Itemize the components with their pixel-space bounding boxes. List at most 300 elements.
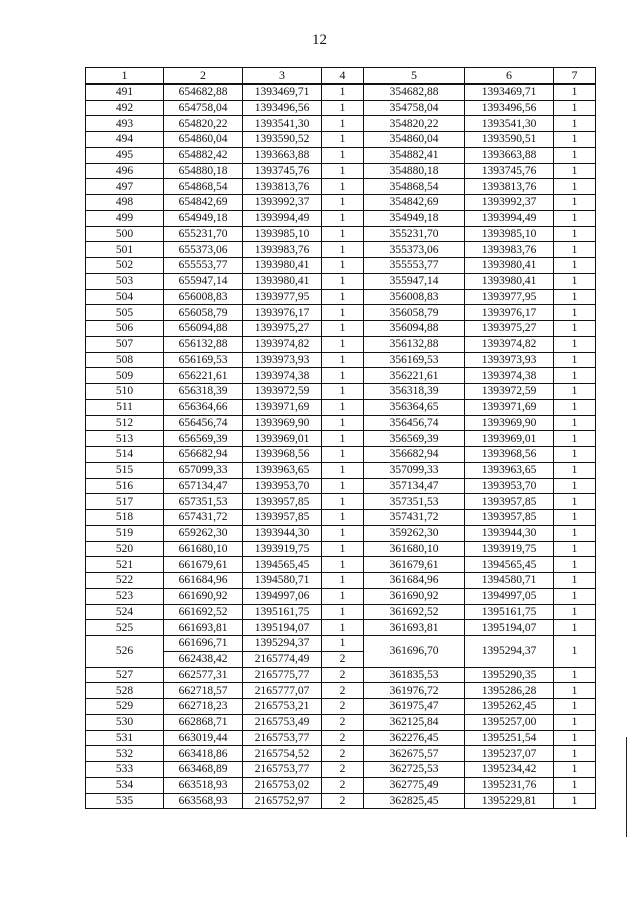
- table-cell: 526: [86, 636, 164, 668]
- table-cell: 530: [86, 714, 164, 730]
- table-row: [86, 226, 596, 242]
- table-cell: 2: [322, 777, 364, 793]
- column-header: 6: [465, 68, 554, 84]
- table-cell: 1393953,70: [243, 478, 322, 494]
- table-cell: 1395294,37: [465, 636, 554, 668]
- table-cell: 520: [86, 541, 164, 557]
- table-cell: 1393541,30: [465, 116, 554, 132]
- table-row: [86, 399, 596, 415]
- table-cell: 657431,72: [164, 510, 243, 526]
- table-cell: 1: [322, 226, 364, 242]
- table-row: [86, 163, 596, 179]
- table-cell: 1: [322, 258, 364, 274]
- table-cell: 1: [554, 273, 596, 289]
- table-cell: 1395229,81: [465, 793, 554, 809]
- page-number: 12: [312, 32, 327, 48]
- table-cell: 1: [322, 273, 364, 289]
- table-cell: 523: [86, 588, 164, 604]
- table-cell: 356221,61: [364, 368, 465, 384]
- table-cell: 495: [86, 147, 164, 163]
- table-cell: 1393496,56: [465, 100, 554, 116]
- table-cell: 1393957,85: [465, 494, 554, 510]
- table-cell: 1393957,85: [243, 494, 322, 510]
- table-cell: 1: [322, 573, 364, 589]
- table-cell: 1: [554, 336, 596, 352]
- table-cell: 1395290,35: [465, 667, 554, 683]
- table-cell: 1393496,56: [243, 100, 322, 116]
- table-cell: 505: [86, 305, 164, 321]
- table-row: [86, 195, 596, 211]
- table-cell: 356318,39: [364, 384, 465, 400]
- table-row: [86, 494, 596, 510]
- table-cell: 362825,45: [364, 793, 465, 809]
- column-header: 1: [86, 68, 164, 84]
- table-cell: 657134,47: [164, 478, 243, 494]
- table-cell: 357351,53: [364, 494, 465, 510]
- column-header: 4: [322, 68, 364, 84]
- table-cell: 1: [322, 321, 364, 337]
- table-cell: 1: [554, 462, 596, 478]
- table-cell: 1393590,51: [465, 132, 554, 148]
- table-cell: 657099,33: [164, 462, 243, 478]
- table-cell: 1: [554, 730, 596, 746]
- table-cell: 361692,52: [364, 604, 465, 620]
- table-cell: 654882,42: [164, 147, 243, 163]
- table-cell: 359262,30: [364, 525, 465, 541]
- table-cell: 1393813,76: [465, 179, 554, 195]
- table-row: [86, 132, 596, 148]
- table-cell: 1: [322, 557, 364, 573]
- table-cell: 1: [554, 620, 596, 636]
- table-cell: 508: [86, 352, 164, 368]
- table-cell: 356058,79: [364, 305, 465, 321]
- table-cell: 361696,70: [364, 636, 465, 668]
- table-cell: 354880,18: [364, 163, 465, 179]
- column-header: 2: [164, 68, 243, 84]
- table-cell: 1: [554, 557, 596, 573]
- table-cell: 1395237,07: [465, 746, 554, 762]
- table-cell: 2: [322, 683, 364, 699]
- table-cell: 354949,18: [364, 210, 465, 226]
- table-cell: 355947,14: [364, 273, 465, 289]
- table-cell: 1395286,28: [465, 683, 554, 699]
- table-cell: 2165775,77: [243, 667, 322, 683]
- table-row: [86, 636, 596, 652]
- table-cell: 1393977,95: [243, 289, 322, 305]
- table-row: [86, 746, 596, 762]
- column-header: 7: [554, 68, 596, 84]
- table-row: [86, 557, 596, 573]
- table-cell: 525: [86, 620, 164, 636]
- table-cell: 1393541,30: [243, 116, 322, 132]
- table-cell: 1393969,90: [243, 415, 322, 431]
- table-cell: 356569,39: [364, 431, 465, 447]
- table-cell: 493: [86, 116, 164, 132]
- table-cell: 662868,71: [164, 714, 243, 730]
- table-cell: 517: [86, 494, 164, 510]
- table-cell: 361680,10: [364, 541, 465, 557]
- table-cell: 1: [554, 588, 596, 604]
- table-cell: 357099,33: [364, 462, 465, 478]
- table-cell: 496: [86, 163, 164, 179]
- table-cell: 655947,14: [164, 273, 243, 289]
- table-cell: 356094,88: [364, 321, 465, 337]
- table-cell: 1: [554, 195, 596, 211]
- table-cell: 1: [322, 620, 364, 636]
- table-cell: 1393983,76: [243, 242, 322, 258]
- table-cell: 656364,66: [164, 399, 243, 415]
- table-cell: 518: [86, 510, 164, 526]
- table-cell: 362725,53: [364, 762, 465, 778]
- table-cell: 1: [554, 147, 596, 163]
- table-cell: 1393969,90: [465, 415, 554, 431]
- table-cell: 1: [554, 699, 596, 715]
- table-cell: 1393957,85: [243, 510, 322, 526]
- table-cell: 514: [86, 447, 164, 463]
- table-cell: 1393963,65: [243, 462, 322, 478]
- table-cell: 1393663,88: [465, 147, 554, 163]
- table-cell: 656132,88: [164, 336, 243, 352]
- table-row: [86, 336, 596, 352]
- table-cell: 1394997,06: [243, 588, 322, 604]
- table-row: [86, 525, 596, 541]
- table-cell: 356132,88: [364, 336, 465, 352]
- table-cell: 2165754,52: [243, 746, 322, 762]
- table-cell: 1: [322, 195, 364, 211]
- table-cell: 1393919,75: [465, 541, 554, 557]
- table-cell: 1393975,27: [243, 321, 322, 337]
- table-cell: 519: [86, 525, 164, 541]
- table-cell: 1393975,27: [465, 321, 554, 337]
- table-cell: 1393994,49: [243, 210, 322, 226]
- table-cell: 1395262,45: [465, 699, 554, 715]
- table-cell: 656221,61: [164, 368, 243, 384]
- table-cell: 515: [86, 462, 164, 478]
- column-header: 3: [243, 68, 322, 84]
- table-cell: 1: [554, 384, 596, 400]
- table-cell: 1393974,82: [465, 336, 554, 352]
- table-cell: 655231,70: [164, 226, 243, 242]
- table-cell: 1393745,76: [243, 163, 322, 179]
- table-cell: 1395251,54: [465, 730, 554, 746]
- table-cell: 501: [86, 242, 164, 258]
- table-cell: 1: [322, 289, 364, 305]
- table-cell: 1: [554, 431, 596, 447]
- table-cell: 2: [322, 730, 364, 746]
- table-cell: 1: [554, 494, 596, 510]
- table-header: [86, 68, 596, 84]
- table-row: [86, 305, 596, 321]
- table-cell: 1393969,01: [465, 431, 554, 447]
- table-row: [86, 116, 596, 132]
- table-cell: 1393980,41: [465, 273, 554, 289]
- table-cell: 356364,65: [364, 399, 465, 415]
- table-cell: 1395194,07: [465, 620, 554, 636]
- table-cell: 1: [322, 384, 364, 400]
- table-cell: 1: [322, 399, 364, 415]
- table-cell: 662577,31: [164, 667, 243, 683]
- table-cell: 661679,61: [164, 557, 243, 573]
- table-row: [86, 793, 596, 809]
- table-cell: 656456,74: [164, 415, 243, 431]
- table-cell: 661684,96: [164, 573, 243, 589]
- table-cell: 354860,04: [364, 132, 465, 148]
- table-cell: 661693,81: [164, 620, 243, 636]
- table-cell: 1: [554, 352, 596, 368]
- table-cell: 1393976,17: [243, 305, 322, 321]
- table-row: [86, 273, 596, 289]
- table-cell: 532: [86, 746, 164, 762]
- table-cell: 2165753,77: [243, 730, 322, 746]
- table-cell: 1393980,41: [243, 273, 322, 289]
- table-cell: 654842,69: [164, 195, 243, 211]
- table-cell: 362125,84: [364, 714, 465, 730]
- table-cell: 1393919,75: [243, 541, 322, 557]
- table-cell: 654820,22: [164, 116, 243, 132]
- table-row: [86, 368, 596, 384]
- table-cell: 1: [322, 352, 364, 368]
- table-cell: 1: [554, 541, 596, 557]
- table-cell: 1395161,75: [465, 604, 554, 620]
- table-cell: 357431,72: [364, 510, 465, 526]
- table-cell: 1393953,70: [465, 478, 554, 494]
- table-row: [86, 100, 596, 116]
- table-cell: 356169,53: [364, 352, 465, 368]
- table-cell: 512: [86, 415, 164, 431]
- table-cell: 1: [322, 431, 364, 447]
- table-cell: 504: [86, 289, 164, 305]
- table-row: [86, 147, 596, 163]
- table-cell: 1393974,38: [465, 368, 554, 384]
- table-cell: 1394565,45: [243, 557, 322, 573]
- table-cell: 1: [322, 494, 364, 510]
- table-cell: 1: [322, 510, 364, 526]
- table-cell: 535: [86, 793, 164, 809]
- table-cell: 354842,69: [364, 195, 465, 211]
- table-cell: 2165753,77: [243, 762, 322, 778]
- table-cell: 361679,61: [364, 557, 465, 573]
- table-cell: 1: [322, 84, 364, 100]
- table-cell: 356456,74: [364, 415, 465, 431]
- table-cell: 654758,04: [164, 100, 243, 116]
- table-cell: 2165753,49: [243, 714, 322, 730]
- table-cell: 1: [554, 226, 596, 242]
- table-cell: 1395257,00: [465, 714, 554, 730]
- table-row: [86, 588, 596, 604]
- table-cell: 1: [554, 510, 596, 526]
- table-cell: 656318,39: [164, 384, 243, 400]
- table-cell: 1394997,05: [465, 588, 554, 604]
- table-cell: 524: [86, 604, 164, 620]
- table-cell: 355553,77: [364, 258, 465, 274]
- table-row: [86, 730, 596, 746]
- table-row: [86, 352, 596, 368]
- table-cell: 1393957,85: [465, 510, 554, 526]
- table-cell: 1393944,30: [465, 525, 554, 541]
- table-cell: 2: [322, 651, 364, 667]
- table-cell: 511: [86, 399, 164, 415]
- table-cell: 1393974,82: [243, 336, 322, 352]
- table-cell: 354758,04: [364, 100, 465, 116]
- table-cell: 1393469,71: [243, 84, 322, 100]
- table-cell: 1: [554, 399, 596, 415]
- table-cell: 1393813,76: [243, 179, 322, 195]
- table-cell: 1393745,76: [465, 163, 554, 179]
- table-row: [86, 289, 596, 305]
- table-cell: 1395234,42: [465, 762, 554, 778]
- table-cell: 516: [86, 478, 164, 494]
- table-cell: 529: [86, 699, 164, 715]
- table-cell: 521: [86, 557, 164, 573]
- table-cell: 1: [554, 305, 596, 321]
- table-cell: 491: [86, 84, 164, 100]
- table-cell: 361835,53: [364, 667, 465, 683]
- table-cell: 663568,93: [164, 793, 243, 809]
- table-cell: 1: [322, 478, 364, 494]
- table-row: [86, 384, 596, 400]
- table-row: [86, 667, 596, 683]
- table-cell: 1: [554, 604, 596, 620]
- table-cell: 362775,49: [364, 777, 465, 793]
- table-row: [86, 478, 596, 494]
- table-cell: 654868,54: [164, 179, 243, 195]
- table-cell: 1: [554, 321, 596, 337]
- table-cell: 661696,71: [164, 636, 243, 652]
- column-header: 5: [364, 68, 465, 84]
- table-row: [86, 510, 596, 526]
- table-cell: 1393985,10: [465, 226, 554, 242]
- table-cell: 661690,92: [164, 588, 243, 604]
- table-cell: 2: [322, 667, 364, 683]
- table-cell: 1: [322, 132, 364, 148]
- table-row: [86, 762, 596, 778]
- table-cell: 1393974,38: [243, 368, 322, 384]
- coordinates-table-wrapper: [85, 67, 596, 809]
- table-cell: 1395294,37: [243, 636, 322, 652]
- table-cell: 663468,89: [164, 762, 243, 778]
- table-row: [86, 683, 596, 699]
- table-cell: 1: [554, 777, 596, 793]
- table-cell: 499: [86, 210, 164, 226]
- table-cell: 1393590,52: [243, 132, 322, 148]
- table-cell: 354682,88: [364, 84, 465, 100]
- table-cell: 2: [322, 699, 364, 715]
- table-cell: 1393980,41: [243, 258, 322, 274]
- table-row: [86, 604, 596, 620]
- table-cell: 1: [322, 305, 364, 321]
- table-cell: 1: [554, 573, 596, 589]
- header-row: [86, 68, 596, 84]
- table-cell: 1: [322, 604, 364, 620]
- table-cell: 1393992,37: [243, 195, 322, 211]
- table-cell: 354882,41: [364, 147, 465, 163]
- table-cell: 533: [86, 762, 164, 778]
- table-row: [86, 699, 596, 715]
- table-cell: 656169,53: [164, 352, 243, 368]
- table-cell: 502: [86, 258, 164, 274]
- table-cell: 361976,72: [364, 683, 465, 699]
- table-cell: 1393972,59: [243, 384, 322, 400]
- table-cell: 1393969,01: [243, 431, 322, 447]
- table-cell: 1: [322, 588, 364, 604]
- table-cell: 1: [554, 132, 596, 148]
- table-cell: 509: [86, 368, 164, 384]
- table-cell: 531: [86, 730, 164, 746]
- table-row: [86, 242, 596, 258]
- table-cell: 662718,23: [164, 699, 243, 715]
- table-cell: 1394565,45: [465, 557, 554, 573]
- table-cell: 2165777,07: [243, 683, 322, 699]
- table-cell: 1: [554, 793, 596, 809]
- table-row: [86, 179, 596, 195]
- table-cell: 362675,57: [364, 746, 465, 762]
- table-cell: 2165753,21: [243, 699, 322, 715]
- table-cell: 1: [322, 447, 364, 463]
- table-cell: 656008,83: [164, 289, 243, 305]
- table-cell: 656058,79: [164, 305, 243, 321]
- table-cell: 1: [554, 368, 596, 384]
- table-cell: 513: [86, 431, 164, 447]
- table-cell: 1: [322, 636, 364, 652]
- table-cell: 1393980,41: [465, 258, 554, 274]
- table-cell: 1: [554, 714, 596, 730]
- table-cell: 654682,88: [164, 84, 243, 100]
- table-cell: 1393972,59: [465, 384, 554, 400]
- table-cell: 1: [554, 210, 596, 226]
- table-cell: 661680,10: [164, 541, 243, 557]
- table-cell: 659262,30: [164, 525, 243, 541]
- table-cell: 361690,92: [364, 588, 465, 604]
- table-cell: 362276,45: [364, 730, 465, 746]
- table-cell: 1: [554, 84, 596, 100]
- table-cell: 1394580,71: [465, 573, 554, 589]
- table-cell: 527: [86, 667, 164, 683]
- table-cell: 1393663,88: [243, 147, 322, 163]
- table-body: [86, 84, 596, 809]
- table-cell: 1: [322, 147, 364, 163]
- table-cell: 1: [554, 447, 596, 463]
- table-cell: 522: [86, 573, 164, 589]
- table-cell: 361684,96: [364, 573, 465, 589]
- table-cell: 1393985,10: [243, 226, 322, 242]
- table-row: [86, 462, 596, 478]
- table-cell: 655553,77: [164, 258, 243, 274]
- table-cell: 656682,94: [164, 447, 243, 463]
- table-cell: 1: [554, 415, 596, 431]
- table-cell: 1: [322, 462, 364, 478]
- table-cell: 361693,81: [364, 620, 465, 636]
- table-cell: 1393977,95: [465, 289, 554, 305]
- table-cell: 1: [554, 179, 596, 195]
- table-cell: 663418,86: [164, 746, 243, 762]
- table-cell: 663518,93: [164, 777, 243, 793]
- table-cell: 656094,88: [164, 321, 243, 337]
- table-cell: 1393976,17: [465, 305, 554, 321]
- table-cell: 1: [322, 242, 364, 258]
- table-cell: 1: [322, 541, 364, 557]
- table-cell: 357134,47: [364, 478, 465, 494]
- table-cell: 354820,22: [364, 116, 465, 132]
- table-cell: 534: [86, 777, 164, 793]
- table-cell: 1395161,75: [243, 604, 322, 620]
- table-cell: 1: [322, 100, 364, 116]
- table-cell: 1393971,69: [465, 399, 554, 415]
- table-cell: 1393973,93: [465, 352, 554, 368]
- table-cell: 1: [554, 762, 596, 778]
- table-cell: 507: [86, 336, 164, 352]
- table-cell: 354868,54: [364, 179, 465, 195]
- table-cell: 1395231,76: [465, 777, 554, 793]
